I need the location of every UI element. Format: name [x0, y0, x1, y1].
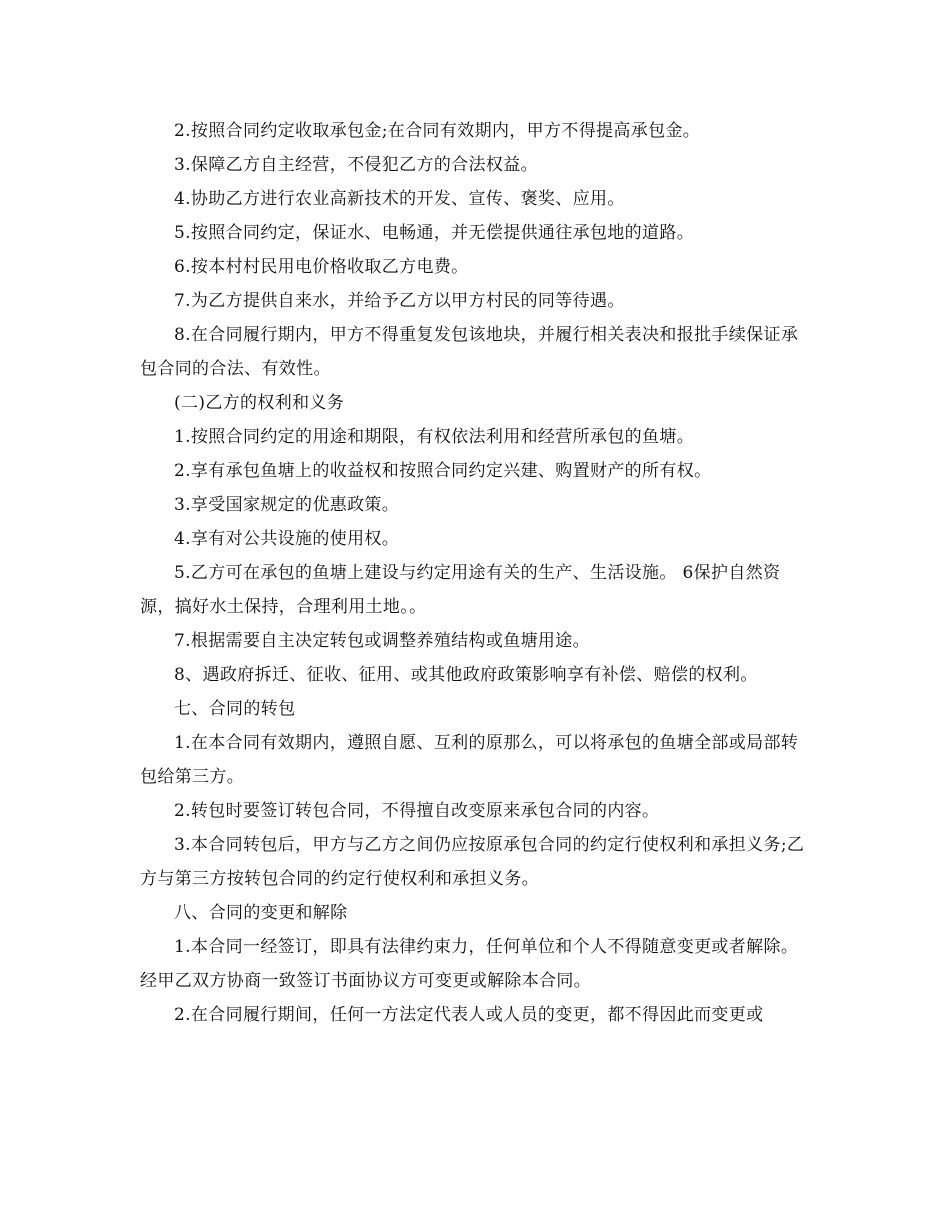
section-heading-subcontract: 七、合同的转包 [174, 699, 296, 719]
paragraph-party-a-duty-7: 7.为乙方提供自来水，并给予乙方以甲方村民的同等待遇。 [174, 291, 625, 311]
paragraph-party-a-duty-3: 3.保障乙方自主经营，不侵犯乙方的合法权益。 [174, 155, 538, 175]
paragraph-subcontract-1: 1.在本合同有效期内，遵照自愿、互利的原那么，可以将承包的鱼塘全部或局部转包给第三方。 [140, 733, 799, 787]
paragraph-party-a-duty-6: 6.按本村村民用电价格收取乙方电费。 [174, 257, 469, 277]
paragraph-party-b-right-2: 2.享有承包鱼塘上的收益权和按照合同约定兴建、购置财产的所有权。 [174, 461, 712, 481]
paragraph-party-b-right-4: 4.享有对公共设施的使用权。 [174, 529, 400, 549]
paragraph-party-b-right-7: 7.根据需要自主决定转包或调整养殖结构或鱼塘用途。 [174, 631, 590, 651]
section-heading-change-termination: 八、合同的变更和解除 [174, 903, 348, 923]
paragraph-party-b-right-3: 3.享受国家规定的优惠政策。 [174, 495, 400, 515]
paragraph-change-1: 1.本合同一经签订，即具有法律约束力，任何单位和个人不得随意变更或者解除。经甲乙双方协商一致签订书面协议方可变更或解除本合同。 [140, 937, 799, 991]
paragraph-party-a-duty-8: 8.在合同履行期内，甲方不得重复发包该地块，并履行相关表决和报批手续保证承包合同的合法、有效性。 [140, 325, 799, 379]
paragraph-party-b-right-8: 8、遇政府拆迁、征收、征用、或其他政府政策影响享有补偿、赔偿的权利。 [174, 665, 758, 685]
paragraph-party-a-duty-4: 4.协助乙方进行农业高新技术的开发、宣传、褒奖、应用。 [174, 189, 625, 209]
paragraph-party-a-duty-5: 5.按照合同约定，保证水、电畅通，并无偿提供通往承包地的道路。 [174, 223, 695, 243]
paragraph-party-b-right-1: 1.按照合同约定的用途和期限，有权依法利用和经营所承包的鱼塘。 [174, 427, 695, 447]
paragraph-subcontract-3: 3.本合同转包后，甲方与乙方之间仍应按原承包合同的约定行使权利和承担义务;乙方与第三方按转包合同的约定行使权利和承担义务。 [140, 835, 805, 889]
paragraph-change-2: 2.在合同履行期间，任何一方法定代表人或人员的变更，都不得因此而变更或 [174, 1005, 764, 1025]
paragraph-party-a-duty-2: 2.按照合同约定收取承包金;在合同有效期内，甲方不得提高承包金。 [174, 121, 701, 141]
paragraph-party-b-right-5-6: 5.乙方可在承包的鱼塘上建设与约定用途有关的生产、生活设施。 6保护自然资源，搞好水土保持，合理利用土地。。 [140, 563, 781, 617]
document-body [140, 114, 812, 1032]
paragraph-subcontract-2: 2.转包时要签订转包合同，不得擅自改变原来承包合同的内容。 [174, 801, 660, 821]
section-heading-party-b-rights: (二)乙方的权利和义务 [174, 393, 345, 413]
